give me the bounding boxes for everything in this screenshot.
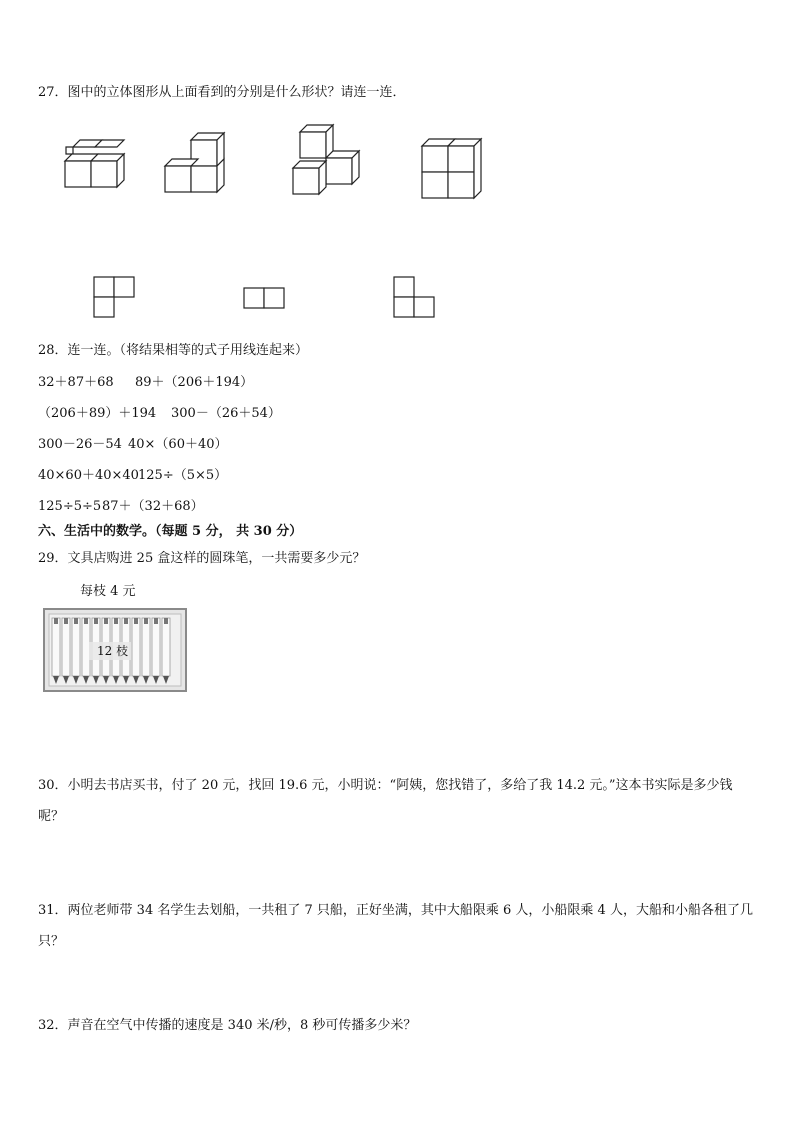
question-30: 30．小明去书店买书，付了 20 元，找回 19.6 元，小明说：“阿姨，您找错了，多给了我 14.2 元。”这本书实际是多少钱呢？ bbox=[38, 778, 733, 824]
expression-left-5: 125÷5÷5 bbox=[38, 499, 102, 514]
expression-left-2: （206＋89）＋194 bbox=[38, 406, 157, 421]
expression-left-3: 300－26－54 bbox=[38, 437, 122, 452]
expression-left-1: 32＋87＋68 bbox=[38, 375, 114, 390]
question-29: 29．文具店购进 25 盒这样的圆珠笔，一共需要多少元？ bbox=[38, 551, 366, 566]
solid-figure-2 bbox=[165, 128, 235, 194]
solid-figure-1 bbox=[60, 140, 130, 192]
expression-right-3: 40×（60＋40） bbox=[128, 437, 228, 452]
expression-right-2: 300－（26＋54） bbox=[171, 406, 281, 421]
question-28: 28．连一连。（将结果相等的式子用线连起来） bbox=[38, 343, 309, 358]
question-31: 31．两位老师带 34 名学生去划船，一共租了 7 只船，正好坐满，其中大船限乘 6 人，小船限乘 4 人，大船和小船各租了几只？ bbox=[38, 903, 753, 949]
top-view-shape-3 bbox=[393, 276, 437, 320]
top-view-shape-1 bbox=[93, 276, 137, 320]
expression-left-4: 40×60＋40×40 bbox=[38, 468, 139, 483]
expression-right-1: 89＋（206＋194） bbox=[135, 375, 254, 390]
expression-right-5: 87＋（32＋68） bbox=[102, 499, 204, 514]
pen-box-label: 12 枝 bbox=[97, 644, 129, 658]
top-view-shape-2 bbox=[243, 287, 287, 311]
section-6-title: 六、生活中的数学。（每题 5 分， 共 30 分） bbox=[38, 524, 303, 539]
question-32: 32．声音在空气中传播的速度是 340 米/秒，8 秒可传播多少米？ bbox=[38, 1018, 417, 1033]
pen-box-image bbox=[43, 608, 187, 692]
question-27: 27．图中的立体图形从上面看到的分别是什么形状？请连一连． bbox=[38, 85, 406, 100]
solid-figure-3 bbox=[290, 124, 365, 196]
price-label: 每枝 4 元 bbox=[80, 584, 136, 599]
expression-right-4: 125÷（5×5） bbox=[138, 468, 228, 483]
solid-figure-4 bbox=[420, 138, 486, 202]
